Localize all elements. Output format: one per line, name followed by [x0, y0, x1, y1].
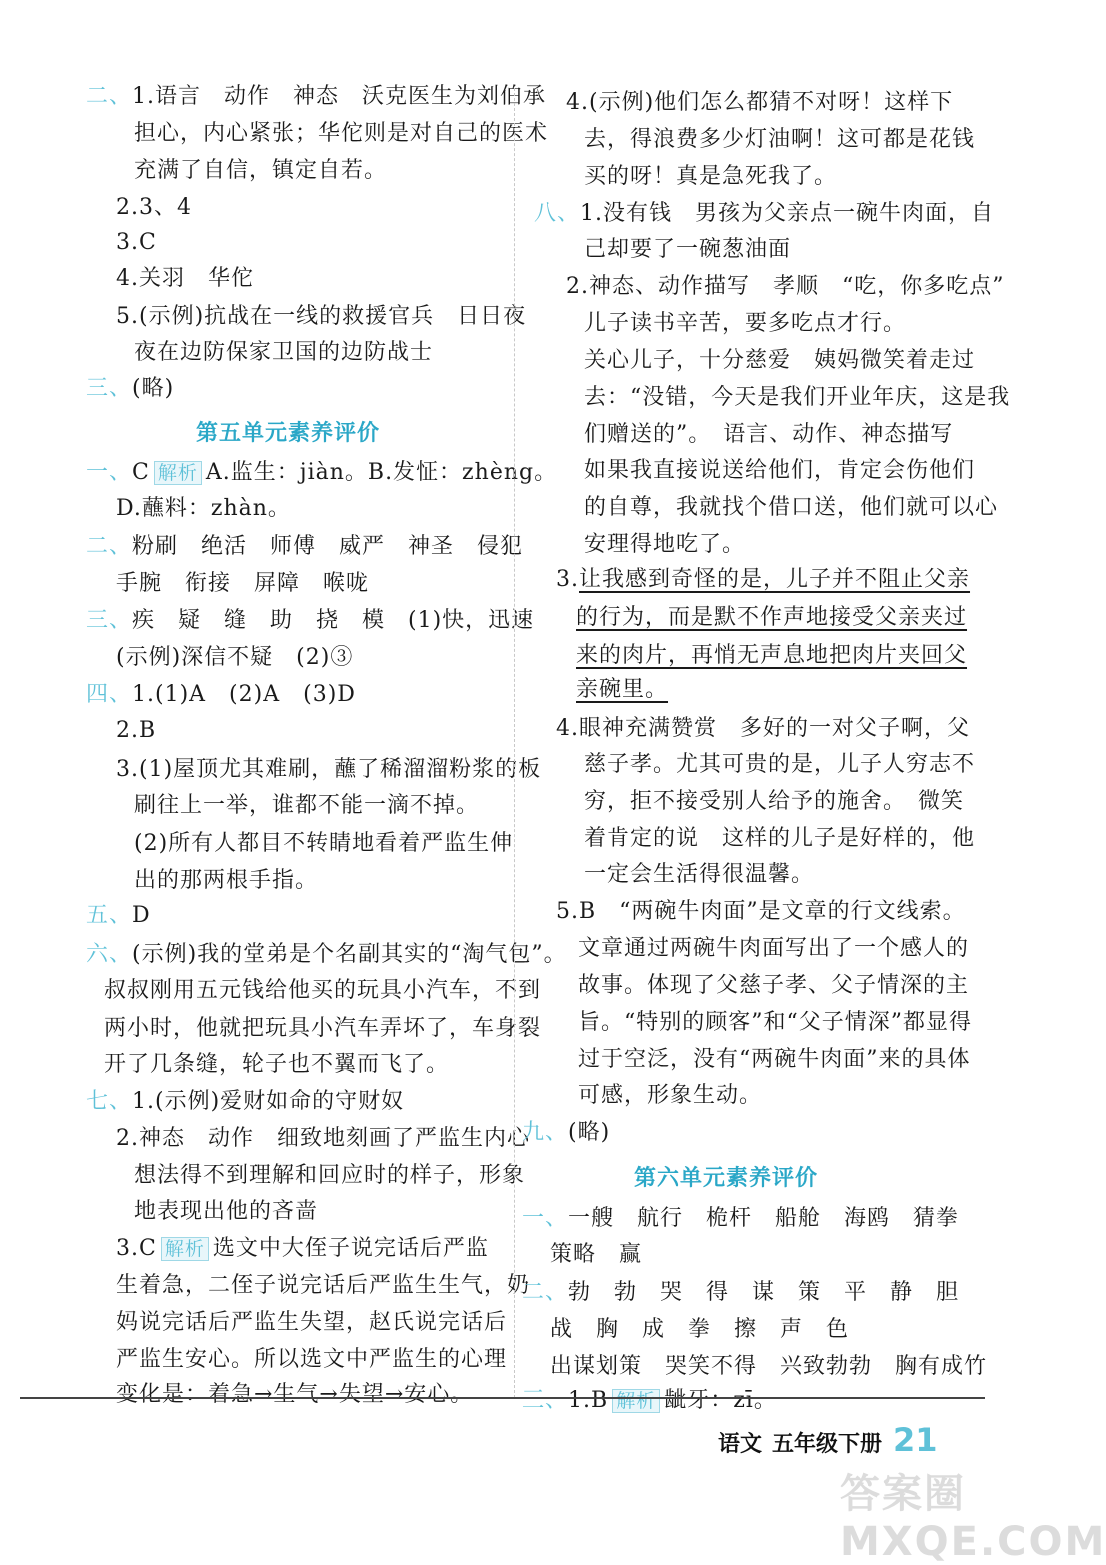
answer-line: 八、1.没有钱 男孩为父亲点一碗牛肉面，自 [534, 201, 995, 226]
unit6-title: 第六单元素养评价 [634, 1165, 819, 1191]
answer-line: 们赠送的”。 语言、动作、神态描写 [584, 422, 954, 447]
answer-line: 想法得不到理解和回应时的样子，形象 [134, 1163, 526, 1188]
answer-line: 4.眼神充满赞赏 多好的一对父子啊，父 [556, 716, 970, 741]
answer-line: 买的呀！真是急死我了。 [584, 164, 838, 189]
answer-line: 一、一艘 航行 桅杆 船舱 海鸥 猜拳 [522, 1206, 960, 1231]
answer-line: 过于空泛，没有“两碗牛肉面”来的具体 [578, 1047, 971, 1072]
column-divider [514, 88, 515, 1398]
answer-line: 一定会生活得很温馨。 [584, 862, 815, 887]
answer-line: 刷往上一举，谁都不能一滴不掉。 [134, 793, 480, 818]
answer-line: 战 胸 成 拳 擦 声 色 [550, 1317, 850, 1342]
answer-line: 慈子孝。尤其可贵的是，儿子人穷志不 [584, 752, 976, 777]
answer-line: (示例)深信不疑 (2)③ [116, 645, 354, 670]
answer-line: 出谋划策 哭笑不得 兴致勃勃 胸有成竹 [550, 1354, 988, 1379]
answer-line: 九、(略) [522, 1120, 611, 1145]
answer-line: 3.C 解析 选文中大侄子说完话后严监 [116, 1236, 489, 1261]
analysis-tag: 解析 [154, 461, 202, 485]
answer-line: 4.关羽 华佗 [116, 266, 254, 291]
answer-line: 一、C 解析 A.监生：jiàn。B.发怔：zhèng。 [86, 460, 558, 485]
answer-line: 二、勃 勃 哭 得 谋 策 平 静 胆 [522, 1280, 960, 1305]
answer-line: 的行为，而是默不作声地接受父亲夹过 [576, 605, 968, 630]
answer-line: 关心儿子，十分慈爱 姨妈微笑着走过 [584, 348, 976, 373]
answer-line: 可感，形象生动。 [578, 1083, 763, 1108]
answer-line: 如果我直接说送给他们，肯定会伤他们 [584, 458, 976, 483]
analysis-tag: 解析 [612, 1389, 660, 1413]
answer-line: 开了几条缝，轮子也不翼而飞了。 [104, 1052, 450, 1077]
answer-line: 叔叔刚用五元钱给他买的玩具小汽车，不到 [104, 978, 542, 1003]
answer-line: 担心，内心紧张；华佗则是对自己的医术 [134, 121, 549, 146]
analysis-tag: 解析 [161, 1237, 209, 1261]
answer-line: 充满了自信，镇定自若。 [134, 158, 388, 183]
answer-line: 手腕 衔接 屏障 喉咙 [116, 571, 370, 596]
answer-line: 3.C [116, 230, 157, 255]
answer-line: 三、(略) [86, 376, 175, 401]
answer-line: 的自尊，我就找个借口送，他们就可以心 [584, 495, 999, 520]
answer-line: 二、1.语言 动作 神态 沃克医生为刘伯承 [86, 84, 547, 109]
answer-line: 2.3、4 [116, 195, 192, 220]
answer-line: 2.B [116, 718, 157, 743]
answer-line: 穷，拒不接受别人给予的施舍。 微笑 [584, 789, 965, 814]
answer-line: 生着急，二侄子说完话后严监生生气，奶 [116, 1273, 531, 1298]
answer-line: 5.(示例)抗战在一线的救援官兵 日日夜 [116, 304, 527, 329]
answer-line: 2.神态 动作 细致地刻画了严监生内心 [116, 1126, 530, 1151]
watermark: 答案圈 MXQE.COM [840, 1471, 1106, 1565]
answer-line: 文章通过两碗牛肉面写出了一个感人的 [578, 936, 970, 961]
answer-line: 三、1.B 解析 龇牙：zī。 [522, 1388, 777, 1413]
answer-line: 亲碗里。 [576, 677, 669, 702]
answer-line: 2.神态、动作描写 孝顺 “吃，你多吃点” [566, 274, 1005, 299]
answer-line: 着肯定的说 这样的儿子是好样的，他 [584, 826, 976, 851]
answer-line: 来的肉片，再悄无声息地把肉片夹回父 [576, 643, 968, 668]
answer-line: 夜在边防保家卫国的边防战士 [134, 340, 434, 365]
answer-line: 妈说完话后严监生失望，赵氏说完话后 [116, 1310, 508, 1335]
answer-line: 故事。体现了父慈子孝、父子情深的主 [578, 973, 970, 998]
answer-line: 七、1.(示例)爱财如命的守财奴 [86, 1089, 405, 1114]
answer-line: 安理得地吃了。 [584, 532, 746, 557]
answer-line: 3.(1)屋顶尤其难刷，蘸了稀溜溜粉浆的板 [116, 757, 542, 782]
footer-grade: 五年级下册 [772, 1432, 883, 1457]
answer-line: 三、疾 疑 缝 助 挠 模 (1)快，迅速 [86, 608, 535, 633]
answer-line: 己却要了一碗葱油面 [584, 237, 792, 262]
answer-line: D.蘸料：zhàn。 [116, 496, 291, 521]
answer-line: 策略 赢 [550, 1242, 643, 1267]
answer-line: 地表现出他的吝啬 [134, 1199, 319, 1224]
answer-line: 六、(示例)我的堂弟是个名副其实的“淘气包”。 [86, 942, 567, 967]
answer-line: 四、1.(1)A (2)A (3)D [86, 682, 356, 707]
answer-line: 五、D [86, 903, 151, 928]
answer-line: 两小时，他就把玩具小汽车弄坏了，车身裂 [104, 1016, 542, 1041]
unit5-title: 第五单元素养评价 [196, 420, 381, 446]
footer-rule [20, 1397, 985, 1399]
answer-line: 旨。“特别的顾客”和“父子情深”都显得 [578, 1010, 972, 1035]
answer-line: 去：“没错，今天是我们开业年庆，这是我 [584, 385, 1011, 410]
answer-line: 儿子读书辛苦，要多吃点才行。 [584, 311, 907, 336]
answer-line: 出的那两根手指。 [134, 868, 319, 893]
footer-subject: 语文 [718, 1432, 763, 1457]
answer-line: 4.(示例)他们怎么都猜不对呀！这样下 [566, 90, 954, 115]
answer-line: 5.B “两碗牛肉面”是文章的行文线索。 [556, 899, 966, 924]
answer-line: (2)所有人都目不转睛地看着严监生伸 [134, 831, 514, 856]
page-number: 21 [893, 1421, 938, 1459]
answer-line: 严监生安心。所以选文中严监生的心理 [116, 1347, 508, 1372]
answer-line: 二、粉刷 绝活 师傅 威严 神圣 侵犯 [86, 534, 524, 559]
answer-line: 去，得浪费多少灯油啊！这可都是花钱 [584, 127, 976, 152]
answer-line: 3.让我感到奇怪的是，儿子并不阻止父亲 [556, 567, 971, 592]
answer-line: 变化是：着急→生气→失望→安心。 [116, 1382, 474, 1407]
